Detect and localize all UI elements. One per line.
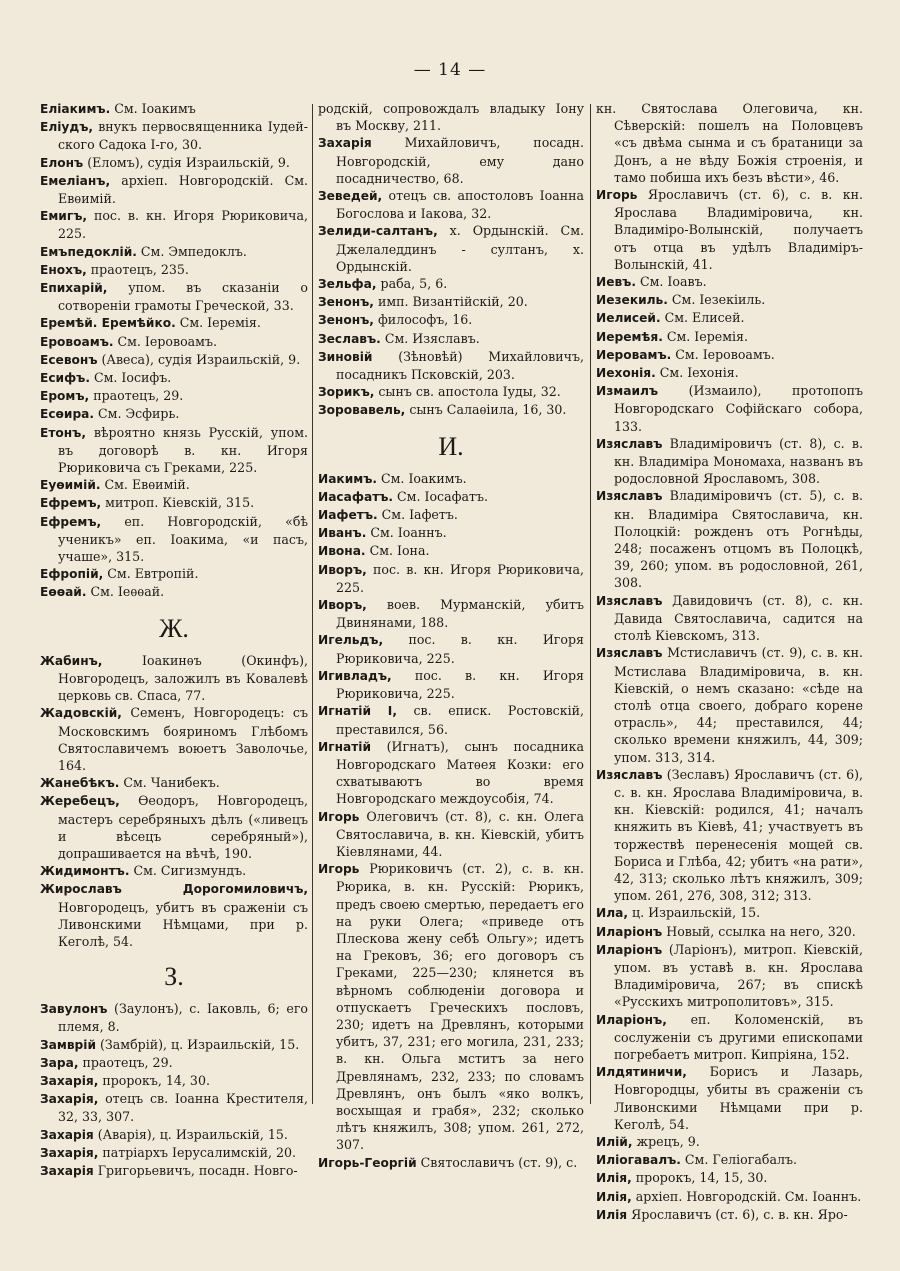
entry-headword: Ефропій, bbox=[40, 567, 104, 582]
entry-headword: Ефремъ, bbox=[40, 514, 102, 529]
entry-text: пос. в. кн. Игоря Рюриковича, 225. bbox=[336, 667, 584, 702]
entry-text: (Аварія), ц. Израильскій, 15. bbox=[93, 1126, 288, 1142]
entry-headword: Игивладъ, bbox=[318, 668, 392, 683]
entry-text: Ѳеодоръ, Новгородецъ, мастеръ серебряныхъ дѣлъ («ливецъ и вѣсецъ серебряный»), допрашивается на вѣчѣ, 190. bbox=[58, 793, 308, 861]
entry-headword: Иезекиль. bbox=[596, 293, 668, 308]
index-entry bbox=[40, 494, 308, 512]
entry-text: (Игнатъ), сынъ посадника Новгородскаго Матѳея Козки: его схватываютъ во время Новгородскаго междоусобія, 74. bbox=[336, 738, 584, 807]
index-entry bbox=[40, 369, 308, 387]
entry-text: См. Изяславъ. bbox=[380, 330, 480, 346]
entry-headword: Игнатій I, bbox=[318, 704, 397, 719]
index-entry bbox=[596, 435, 863, 488]
index-entry bbox=[40, 704, 308, 774]
index-entry bbox=[596, 923, 863, 941]
index-entry bbox=[40, 476, 308, 494]
index-entry bbox=[40, 279, 308, 314]
entry-text: См. Іеѳѳай. bbox=[86, 584, 165, 600]
index-entry bbox=[318, 311, 584, 329]
entry-headword: Захарія, bbox=[40, 1145, 99, 1160]
entry-headword: Игнатій bbox=[318, 739, 371, 754]
entry-text: Владиміровичъ (ст. 5), с. в. кн. Владиміра Святославича, кн. Полоцкій: рожденъ отъ Рогнѣды, 248; посаженъ отцомъ въ Полоцкѣ, 39, 260; упом. въ родословной, 261, 308. bbox=[614, 488, 863, 591]
index-entry bbox=[40, 1054, 308, 1072]
entry-text: Рюриковичъ (ст. 2), с. в. кн. Рюрика, в. кн. Русскій: Рюрикъ, предъ своею смертью, передаетъ его на руки Олега; «приведе отъ Плескова жену себѣ Ольгу»; идетъ на Грековъ, 36; его договоръ съ Греками, 225—230; клянется въ вѣрномъ соблюденіи договора и отпускаетъ Греческихъ пословъ, 230; идетъ на Древлянъ, которыми убитъ, 37, 231; его могила, 231, 233; в. кн. Ольга мститъ за него Древлянамъ, 232, 233; по словамъ Древлянъ, онъ былъ «яко волкъ, восхыщая и грабя», 232; сколько лѣтъ княжилъ, 308; упом. 261, 272, 307. bbox=[336, 861, 584, 1153]
entry-text: Ярославичъ (ст. 6), с. в. кн. Ярослава Владиміровича, кн. Владиміро-Волынскій, получаетъ отъ отца въ удѣлъ Владиміръ-Волынскій, 41. bbox=[614, 187, 863, 272]
index-entry bbox=[40, 405, 308, 423]
entry-headword: Жеребецъ, bbox=[40, 794, 120, 809]
entry-text: ц. Израильскій, 15. bbox=[627, 905, 761, 921]
entry-headword: Илій, bbox=[596, 1134, 633, 1149]
entry-text: (Зѣновѣй) Михайловичъ, посадникъ Псковскій, 203. bbox=[336, 348, 584, 383]
index-entry bbox=[40, 1036, 308, 1054]
entry-headword: Замврій bbox=[40, 1037, 96, 1052]
entry-headword: Жадовскій, bbox=[40, 706, 122, 721]
entry-headword: Иларіонъ bbox=[596, 942, 663, 957]
entry-text: См. Чанибекъ. bbox=[119, 775, 220, 791]
entry-headword: Игорь bbox=[318, 809, 360, 824]
entry-headword: Еремѣй. Еремѣйко. bbox=[40, 316, 176, 331]
entry-headword: Иевъ. bbox=[596, 275, 636, 290]
index-column-3 bbox=[596, 100, 863, 1224]
entry-text: См. Іоаннъ. bbox=[366, 525, 447, 541]
index-entry bbox=[318, 860, 584, 1153]
page-number: — 14 — bbox=[413, 60, 487, 80]
index-entry bbox=[596, 364, 863, 382]
index-entry bbox=[596, 1206, 863, 1224]
entry-headword: Завулонъ bbox=[40, 1002, 108, 1017]
index-entry bbox=[596, 1169, 863, 1187]
entry-headword: Игорь bbox=[596, 188, 638, 203]
index-entry bbox=[40, 1000, 308, 1035]
entry-text: См. Іоакимъ bbox=[110, 101, 196, 116]
entry-headword: Зельфа, bbox=[318, 277, 377, 292]
entry-text: Мстиславичъ (ст. 9), с. в. кн. Мстислава Владиміровича, в. кн. Кіевскій, о немъ сказано: «сѣде на столѣ отца своего, добраго корене отрасль», 44; преставился, 44; сколько времени княжилъ, 44, 309; упом. 313, 314. bbox=[614, 645, 863, 765]
index-entry bbox=[318, 401, 584, 419]
index-entry bbox=[318, 542, 584, 560]
entry-headword: Емъпедоклій. bbox=[40, 244, 137, 259]
index-entry bbox=[40, 565, 308, 583]
entry-text: имп. Византійскій, 20. bbox=[373, 294, 528, 310]
entry-headword: Иларіонъ, bbox=[596, 1012, 667, 1027]
index-entry bbox=[318, 470, 584, 488]
index-entry bbox=[596, 592, 863, 645]
index-entry bbox=[318, 1154, 584, 1172]
index-entry bbox=[318, 348, 584, 383]
entry-text: (Ларіонъ), митроп. Кіевскій, упом. въ уставѣ в. кн. Ярослава Владиміровича, 267; въ спискѣ «Русскихъ митрополитовъ», 315. bbox=[614, 941, 863, 1010]
index-entry bbox=[40, 118, 308, 153]
entry-headword: Епихарій, bbox=[40, 281, 108, 296]
entry-headword: Зенонъ, bbox=[318, 313, 374, 328]
index-entry bbox=[40, 243, 308, 261]
entry-text: См. Іосифъ. bbox=[89, 370, 172, 386]
entry-text: Новый, ссылка на него, 320. bbox=[662, 923, 856, 939]
index-entry bbox=[40, 1126, 308, 1144]
entry-headword: Еѳѳай. bbox=[40, 585, 87, 600]
entry-text: пророкъ, 14, 15, 30. bbox=[631, 1170, 768, 1186]
entry-text: См. Сигизмундъ. bbox=[129, 863, 247, 879]
entry-headword: Иасафатъ. bbox=[318, 489, 394, 504]
entry-headword: Жанебѣкъ. bbox=[40, 776, 120, 791]
entry-headword: Ефремъ, bbox=[40, 496, 102, 511]
entry-text: (Зеславъ) Ярославичъ (ст. 6), с. в. кн. Ярослава Владиміровича, в. кн. Кіевскій: родился, 41; началъ княжить въ Кіевѣ, 41; участвуетъ въ торжествѣ перенесенія мощей св. Бориса и Глѣба, 42; убитъ «на рати», 42, 313; сколько лѣтъ княжилъ, 309; упом. 261, 276, 308, 312; 313. bbox=[614, 766, 863, 904]
index-entry bbox=[40, 261, 308, 279]
index-entry bbox=[596, 382, 863, 435]
entry-text: См. Іоавъ. bbox=[635, 274, 707, 290]
index-entry bbox=[318, 222, 584, 275]
entry-headword: Ила, bbox=[596, 906, 628, 921]
index-entry bbox=[40, 583, 308, 601]
index-entry bbox=[40, 154, 308, 172]
entry-headword: Иванъ. bbox=[318, 526, 367, 541]
entry-text: воев. Мурманскій, убитъ Двинянами, 188. bbox=[336, 597, 584, 631]
entry-headword: Игельдъ, bbox=[318, 633, 384, 648]
entry-text: праотецъ, 235. bbox=[86, 261, 189, 277]
entry-headword: Иворъ, bbox=[318, 562, 367, 577]
entry-text: упом. въ сказаніи о сотвореніи грамоты Греческой, 33. bbox=[58, 280, 308, 314]
entry-headword: Игорь-Георгій bbox=[318, 1155, 417, 1170]
entry-headword: Иліогавалъ. bbox=[596, 1153, 681, 1168]
entry-text: См. Евѳимій. bbox=[100, 477, 190, 493]
entry-headword: Жидимонтъ. bbox=[40, 864, 130, 879]
entry-text: См. Іеремія. bbox=[662, 328, 748, 344]
entry-text: пос. в. кн. Игоря Рюриковича, 225. bbox=[336, 632, 584, 666]
index-entry bbox=[596, 328, 863, 346]
entry-headword: Иакимъ. bbox=[318, 471, 377, 486]
entry-text: Олеговичъ (ст. 8), с. кн. Олега Святославича, в. кн. Кіевскій, убитъ Кіевлянами, 44. bbox=[336, 808, 584, 859]
entry-headword: Захарія bbox=[40, 1163, 94, 1178]
entry-text: праотецъ, 29. bbox=[89, 388, 184, 404]
entry-headword: Измаилъ bbox=[596, 384, 659, 399]
index-entry bbox=[40, 333, 308, 351]
entry-text: Давидовичъ (ст. 8), с. кн. Давида Святославича, садится на столѣ Кіевскомъ, 313. bbox=[614, 592, 863, 644]
index-entry bbox=[596, 291, 863, 309]
entry-headword: Етонъ, bbox=[40, 425, 86, 440]
index-entry bbox=[318, 293, 584, 311]
entry-text: См. Іосафатъ. bbox=[393, 488, 488, 504]
index-entry bbox=[318, 738, 584, 808]
entry-headword: Зорикъ, bbox=[318, 385, 375, 400]
entry-text: вѣроятно князь Русскій, упом. въ договорѣ в. кн. Игоря Рюриковича съ Греками, 225. bbox=[58, 424, 308, 476]
entry-text: См. Эсфирь. bbox=[94, 406, 180, 422]
entry-text: патріархъ Іерусалимскій, 20. bbox=[98, 1144, 297, 1160]
index-entry bbox=[318, 524, 584, 542]
entry-headword: Изяславъ bbox=[596, 767, 663, 782]
entry-headword: Зара, bbox=[40, 1055, 79, 1070]
entry-text: (Замбрій), ц. Израильскій, 15. bbox=[96, 1036, 300, 1052]
entry-text: архіеп. Новгородскій. См. Евѳимій. bbox=[58, 172, 308, 207]
entry-text: жрецъ, 9. bbox=[632, 1133, 700, 1149]
index-entry bbox=[318, 275, 584, 293]
index-entry bbox=[40, 513, 308, 566]
entry-headword: Еліакимъ. bbox=[40, 102, 111, 116]
index-entry bbox=[318, 330, 584, 348]
entry-text: См. Іоакимъ. bbox=[377, 470, 467, 486]
entry-text: (Измаило), протопопъ Новгородскаго Софійскаго собора, 133. bbox=[614, 383, 863, 434]
index-entry bbox=[40, 424, 308, 477]
entry-headword: Жабинъ, bbox=[40, 653, 103, 668]
index-entry bbox=[318, 596, 584, 631]
entry-headword: Емигъ, bbox=[40, 209, 87, 224]
index-entry bbox=[596, 644, 863, 765]
entry-text: еп. Коломенскій, въ сослуженіи съ другими епископами погребаетъ митроп. Кипріяна, 152. bbox=[614, 1011, 863, 1062]
index-entry bbox=[596, 346, 863, 364]
entry-text: еп. Новгородскій, «бѣ ученикъ» еп. Іоакима, «и пасъ, учаше», 315. bbox=[58, 513, 308, 565]
entry-headword: Емеліанъ, bbox=[40, 173, 111, 188]
entry-headword: Зенонъ, bbox=[318, 295, 374, 310]
index-entry bbox=[596, 186, 863, 273]
entry-text: Святославичъ (ст. 9), с. bbox=[416, 1154, 578, 1170]
index-entry bbox=[40, 774, 308, 792]
entry-text: праотецъ, 29. bbox=[78, 1054, 173, 1070]
entry-headword: Есевонъ bbox=[40, 352, 98, 367]
entry-headword: Иеровамъ. bbox=[596, 347, 672, 362]
entry-headword: Захарія bbox=[318, 136, 372, 151]
entry-text: Григорьевичъ, посадн. Новго- bbox=[93, 1162, 298, 1178]
entry-headword: Илія bbox=[596, 1207, 628, 1222]
entry-headword: Изяславъ bbox=[596, 646, 663, 661]
entry-text: кн. Святослава Олеговича, кн. Сѣверскій: пошелъ на Половцевъ «съ двѣма сынма и съ братаници за Донъ, а не вѣду Божія строенія, и тамо побиша ихъ безъ вѣсти», 46. bbox=[596, 101, 863, 185]
entry-text: См. Іафетъ. bbox=[377, 507, 458, 523]
entry-text: Семенъ, Новгородецъ: съ Московскимъ бояриномъ Глѣбомъ Святославичемъ воюетъ Заволочье, 164. bbox=[58, 705, 308, 773]
entry-headword: Илія, bbox=[596, 1189, 632, 1204]
index-entry bbox=[318, 808, 584, 861]
entry-text: (Еломъ), судія Израильскій, 9. bbox=[83, 154, 290, 170]
index-entry bbox=[40, 862, 308, 880]
index-column-2 bbox=[318, 100, 584, 1172]
entry-headword: Зоровавель, bbox=[318, 403, 406, 418]
entry-text: См. Іезекіиль. bbox=[667, 292, 766, 308]
index-entry bbox=[40, 1072, 308, 1090]
index-entry bbox=[596, 487, 863, 591]
entry-text: философъ, 16. bbox=[373, 312, 473, 328]
entry-text: См. Іона. bbox=[365, 543, 430, 559]
index-entry bbox=[318, 100, 584, 134]
entry-text: (Заулонъ), с. Іаковль, 6; его племя, 8. bbox=[58, 1001, 308, 1035]
entry-text: Іоакинѳъ (Окинфъ), Новгородецъ, заложилъ въ Ковалевѣ церковь св. Спаса, 77. bbox=[58, 652, 308, 704]
section-letter: З. bbox=[164, 962, 184, 992]
entry-headword: Илія, bbox=[596, 1171, 632, 1186]
index-entry bbox=[40, 207, 308, 242]
entry-headword: Ивона. bbox=[318, 544, 366, 559]
entry-text: отецъ св. Іоанна Крестителя, 32, 33, 307. bbox=[58, 1091, 308, 1125]
column-divider bbox=[590, 104, 591, 1104]
index-entry bbox=[318, 667, 584, 702]
entry-text: См. Эмпедоклъ. bbox=[136, 243, 247, 259]
index-entry bbox=[40, 314, 308, 332]
entry-text: отецъ св. апостоловъ Іоанна Богослова и Іакова, 32. bbox=[336, 188, 584, 222]
entry-text: пророкъ, 14, 30. bbox=[98, 1072, 210, 1088]
entry-headword: Елонъ bbox=[40, 155, 84, 170]
entry-headword: Захарія, bbox=[40, 1092, 99, 1107]
index-entry bbox=[40, 351, 308, 369]
entry-text: См. Іеровоамъ. bbox=[113, 333, 217, 349]
entry-headword: Жирославъ Дорогомиловичъ, bbox=[40, 882, 308, 897]
index-entry bbox=[596, 941, 863, 1011]
entry-text: Борисъ и Лазарь, Новгородцы, убиты въ сраженіи съ Ливонскими Нѣмцами при р. Кеголѣ, 54. bbox=[614, 1064, 863, 1132]
index-entry bbox=[596, 273, 863, 291]
index-entry bbox=[596, 766, 863, 905]
entry-headword: Еуѳимій. bbox=[40, 478, 101, 493]
index-entry bbox=[318, 631, 584, 666]
entry-headword: Еровоамъ. bbox=[40, 334, 114, 349]
entry-text: Новгородецъ, убитъ въ сраженіи съ Ливонскими Нѣмцами, при р. Кеголѣ, 54. bbox=[58, 899, 308, 949]
column-divider bbox=[312, 104, 313, 1104]
entry-headword: Игорь bbox=[318, 862, 360, 877]
index-entry bbox=[318, 187, 584, 222]
index-entry bbox=[40, 1144, 308, 1162]
index-entry bbox=[318, 561, 584, 596]
entry-headword: Есифъ. bbox=[40, 371, 90, 386]
entry-text: митроп. Кіевскій, 315. bbox=[101, 495, 255, 511]
index-entry bbox=[596, 1063, 863, 1133]
entry-text: сынъ Салаѳіила, 16, 30. bbox=[405, 402, 567, 418]
index-entry bbox=[318, 488, 584, 506]
index-entry bbox=[40, 387, 308, 405]
index-entry bbox=[40, 172, 308, 207]
entry-headword: Зелиди-салтанъ, bbox=[318, 224, 438, 239]
entry-text: внукъ первосвященника Іудей-ского Садока I-го, 30. bbox=[58, 119, 308, 153]
entry-text: св. еписк. Ростовскій, преставился, 56. bbox=[336, 703, 585, 737]
entry-headword: Захарія, bbox=[40, 1073, 99, 1088]
entry-headword: Илдятиничи, bbox=[596, 1065, 687, 1080]
index-entry bbox=[40, 100, 308, 118]
entry-headword: Еромъ, bbox=[40, 389, 90, 404]
entry-headword: Зеведей, bbox=[318, 189, 383, 204]
index-entry bbox=[40, 792, 308, 862]
entry-headword: Иелисей. bbox=[596, 311, 661, 326]
entry-text: (Авеса), судія Израильскій, 9. bbox=[97, 351, 301, 367]
index-entry bbox=[40, 1162, 308, 1180]
index-entry bbox=[318, 702, 584, 737]
index-entry bbox=[596, 309, 863, 327]
index-entry bbox=[596, 1011, 863, 1064]
index-entry bbox=[40, 880, 308, 950]
entry-headword: Захарія bbox=[40, 1127, 94, 1142]
entry-headword: Иехонія. bbox=[596, 366, 656, 381]
index-column-1 bbox=[40, 100, 308, 1180]
entry-text: Ярославичъ (ст. 6), с. в. кн. Яро- bbox=[627, 1206, 848, 1222]
entry-headword: Еліудъ, bbox=[40, 120, 94, 135]
entry-text: раба, 5, 6. bbox=[376, 276, 448, 292]
index-entry bbox=[318, 383, 584, 401]
entry-text: родскій, сопровождалъ владыку Іону въ Москву, 211. bbox=[318, 101, 584, 134]
entry-headword: Иларіонъ bbox=[596, 924, 663, 939]
entry-headword: Зеславъ. bbox=[318, 331, 381, 346]
entry-headword: Енохъ, bbox=[40, 262, 87, 277]
entry-headword: Изяславъ bbox=[596, 593, 663, 608]
index-entry bbox=[596, 1133, 863, 1151]
entry-headword: Иеремѣя. bbox=[596, 329, 663, 344]
section-letter: И. bbox=[438, 431, 464, 461]
entry-headword: Есѳира. bbox=[40, 407, 95, 422]
entry-text: сынъ св. апостола Іуды, 32. bbox=[374, 384, 561, 400]
entry-text: х. Ордынскій. См. Джелаледдинъ - султанъ, х. Ордынскій. bbox=[336, 223, 584, 274]
index-entry bbox=[596, 1151, 863, 1169]
entry-text: Михайловичъ, посадн. Новгородскій, ему дано посадничество, 68. bbox=[336, 135, 584, 186]
entry-text: См. Евтропій. bbox=[103, 566, 199, 582]
entry-headword: Зиновій bbox=[318, 349, 373, 364]
entry-text: См. Іехонія. bbox=[655, 365, 739, 381]
entry-text: архіеп. Новгородскій. См. Іоаннъ. bbox=[631, 1188, 862, 1204]
entry-text: пос. в. кн. Игоря Рюриковича, 225. bbox=[336, 561, 584, 595]
entry-text: См. Іеремія. bbox=[175, 315, 261, 331]
section-letter: Ж. bbox=[159, 613, 189, 643]
index-entry bbox=[318, 134, 584, 187]
entry-text: См. Геліогабалъ. bbox=[680, 1152, 797, 1168]
entry-text: Владиміровичъ (ст. 8), с. в. кн. Владиміра Мономаха, названъ въ родословной Ярославомъ, 308. bbox=[614, 435, 863, 487]
index-entry bbox=[318, 506, 584, 524]
index-entry bbox=[40, 1090, 308, 1125]
index-entry bbox=[40, 652, 308, 705]
index-entry bbox=[596, 100, 863, 186]
index-entry bbox=[596, 1188, 863, 1206]
entry-headword: Иворъ, bbox=[318, 598, 367, 613]
index-entry bbox=[596, 904, 863, 922]
entry-text: пос. в. кн. Игоря Рюриковича, 225. bbox=[58, 208, 308, 242]
entry-headword: Изяславъ bbox=[596, 436, 663, 451]
entry-headword: Изяславъ bbox=[596, 489, 663, 504]
entry-headword: Иафетъ. bbox=[318, 508, 378, 523]
entry-text: См. Елисей. bbox=[660, 310, 745, 326]
entry-text: См. Іеровоамъ. bbox=[671, 346, 775, 362]
